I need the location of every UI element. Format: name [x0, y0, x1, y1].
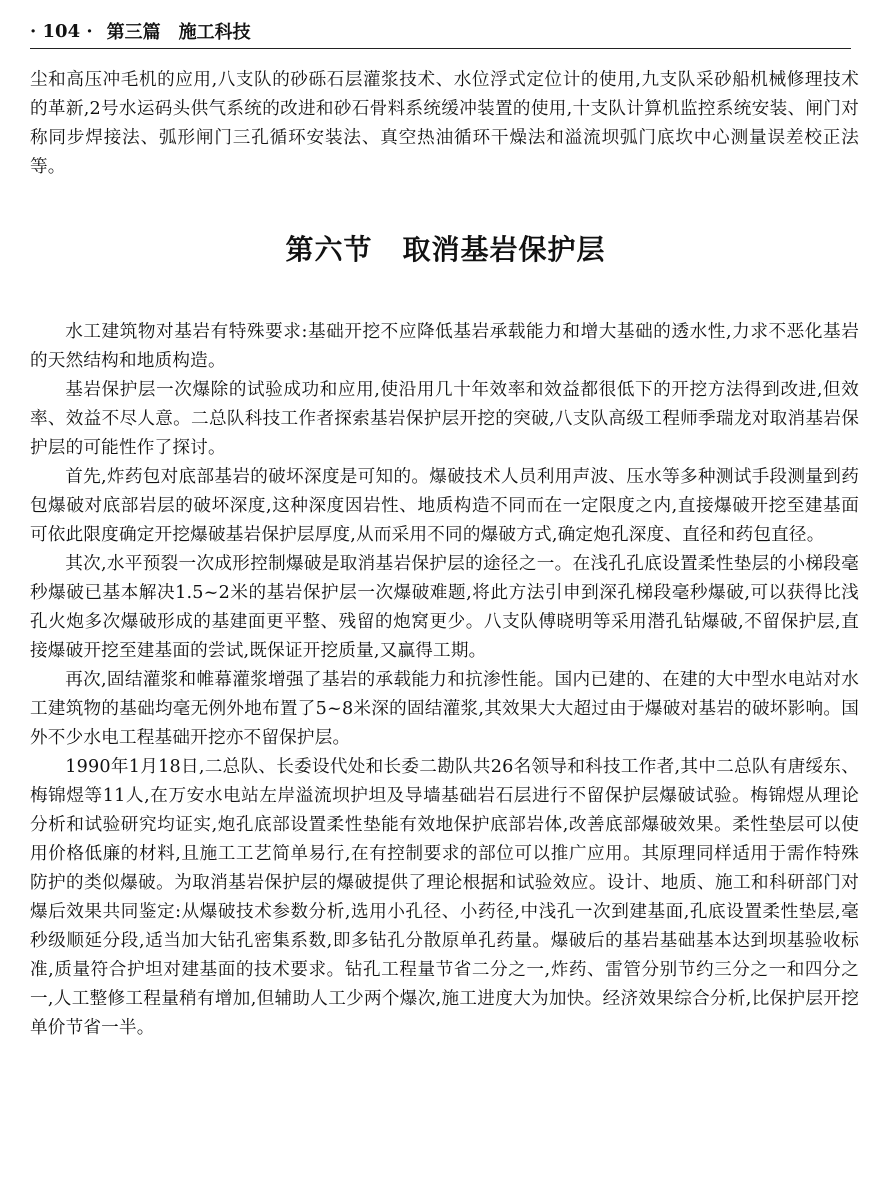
- section-body: [30, 318, 859, 1043]
- section-number: 第六节: [285, 233, 373, 266]
- body-paragraph: 再次,固结灌浆和帷幕灌浆增强了基岩的承载能力和抗渗性能。国内已建的、在建的大中型水电站对水工建筑物的基础均毫无例外地布置了5~8米深的固结灌浆,其效果大大超过由于爆破对基岩的破坏影响。国外不少水电工程基础开挖亦不留保护层。: [30, 670, 859, 748]
- part-title: 施工科技: [178, 22, 251, 43]
- running-header: [30, 14, 851, 49]
- body-paragraph: 其次,水平预裂一次成形控制爆破是取消基岩保护层的途径之一。在浅孔孔底设置柔性垫层的小梯段毫秒爆破已基本解决1.5~2米的基岩保护层一次爆破难题,将此方法引申到深孔梯段毫秒爆破,可以获得比浅孔火炮多次爆破形成的基建面更平整、残留的炮窝更少。八支队傅晓明等采用潜孔钻爆破,不留保护层,直接爆破开挖至建基面的尝试,既保证开挖质量,又赢得工期。: [30, 554, 859, 661]
- body-paragraph: 基岩保护层一次爆除的试验成功和应用,使沿用几十年效率和效益都很低下的开挖方法得到改进,但效率、效益不尽人意。二总队科技工作者探索基岩保护层开挖的突破,八支队高级工程师季瑞龙对取消基岩保护层的可能性作了探讨。: [30, 380, 859, 458]
- page-number: · 104 ·: [30, 20, 93, 42]
- section-heading: [0, 228, 891, 268]
- lead-paragraph: 尘和高压冲毛机的应用,八支队的砂砾石层灌浆技术、水位浮式定位计的使用,九支队采砂船机械修理技术的革新,2号水运码头供气系统的改进和砂石骨料系统缓冲装置的使用,十支队计算机监控系统安装、闸门对称同步焊接法、弧形闸门三孔循环安装法、真空热油循环干燥法和溢流坝弧门底坎中心测量误差校正法等。: [30, 70, 859, 177]
- body-paragraph: 首先,炸药包对底部基岩的破坏深度是可知的。爆破技术人员利用声波、压水等多种测试手段测量到药包爆破对底部岩层的破坏深度,这种深度因岩性、地质构造不同而在一定限度之内,直接爆破开挖至建基面可依此限度确定开挖爆破基岩保护层厚度,从而采用不同的爆破方式,确定炮孔深度、直径和药包直径。: [30, 467, 859, 545]
- part-label: 第三篇: [106, 22, 161, 43]
- lead-paragraph-block: [30, 66, 859, 182]
- body-paragraph: 1990年1月18日,二总队、长委设代处和长委二勘队共26名领导和科技工作者,其中二总队有唐绥东、梅锦煜等11人,在万安水电站左岸溢流坝护坦及导墙基础岩石层进行不留保护层爆破试验。梅锦煜从理论分析和试验研究均证实,炮孔底部设置柔性垫能有效地保护底部岩体,改善底部爆破效果。柔性垫层可以使用价格低廉的材料,且施工工艺简单易行,在有控制要求的部位可以推广应用。其原理同样适用于需作特殊防护的类似爆破。为取消基岩保护层的爆破提供了理论根据和试验效应。设计、地质、施工和科研部门对爆后效果共同鉴定:从爆破技术参数分析,选用小孔径、小药径,中浅孔一次到建基面,孔底设置柔性垫层,毫秒级顺延分段,适当加大钻孔密集系数,即多钻孔分散原单孔药量。爆破后的基岩基础基本达到坝基验收标准,质量符合护坦对建基面的技术要求。钻孔工程量节省二分之一,炸药、雷管分别节约三分之一和四分之一,人工整修工程量稍有增加,但辅助人工少两个爆次,施工进度大为加快。经济效果综合分析,比保护层开挖单价节省一半。: [30, 757, 859, 1038]
- section-title: 取消基岩保护层: [402, 233, 606, 266]
- body-paragraph: 水工建筑物对基岩有特殊要求:基础开挖不应降低基岩承载能力和增大基础的透水性,力求不恶化基岩的天然结构和地质构造。: [30, 322, 859, 371]
